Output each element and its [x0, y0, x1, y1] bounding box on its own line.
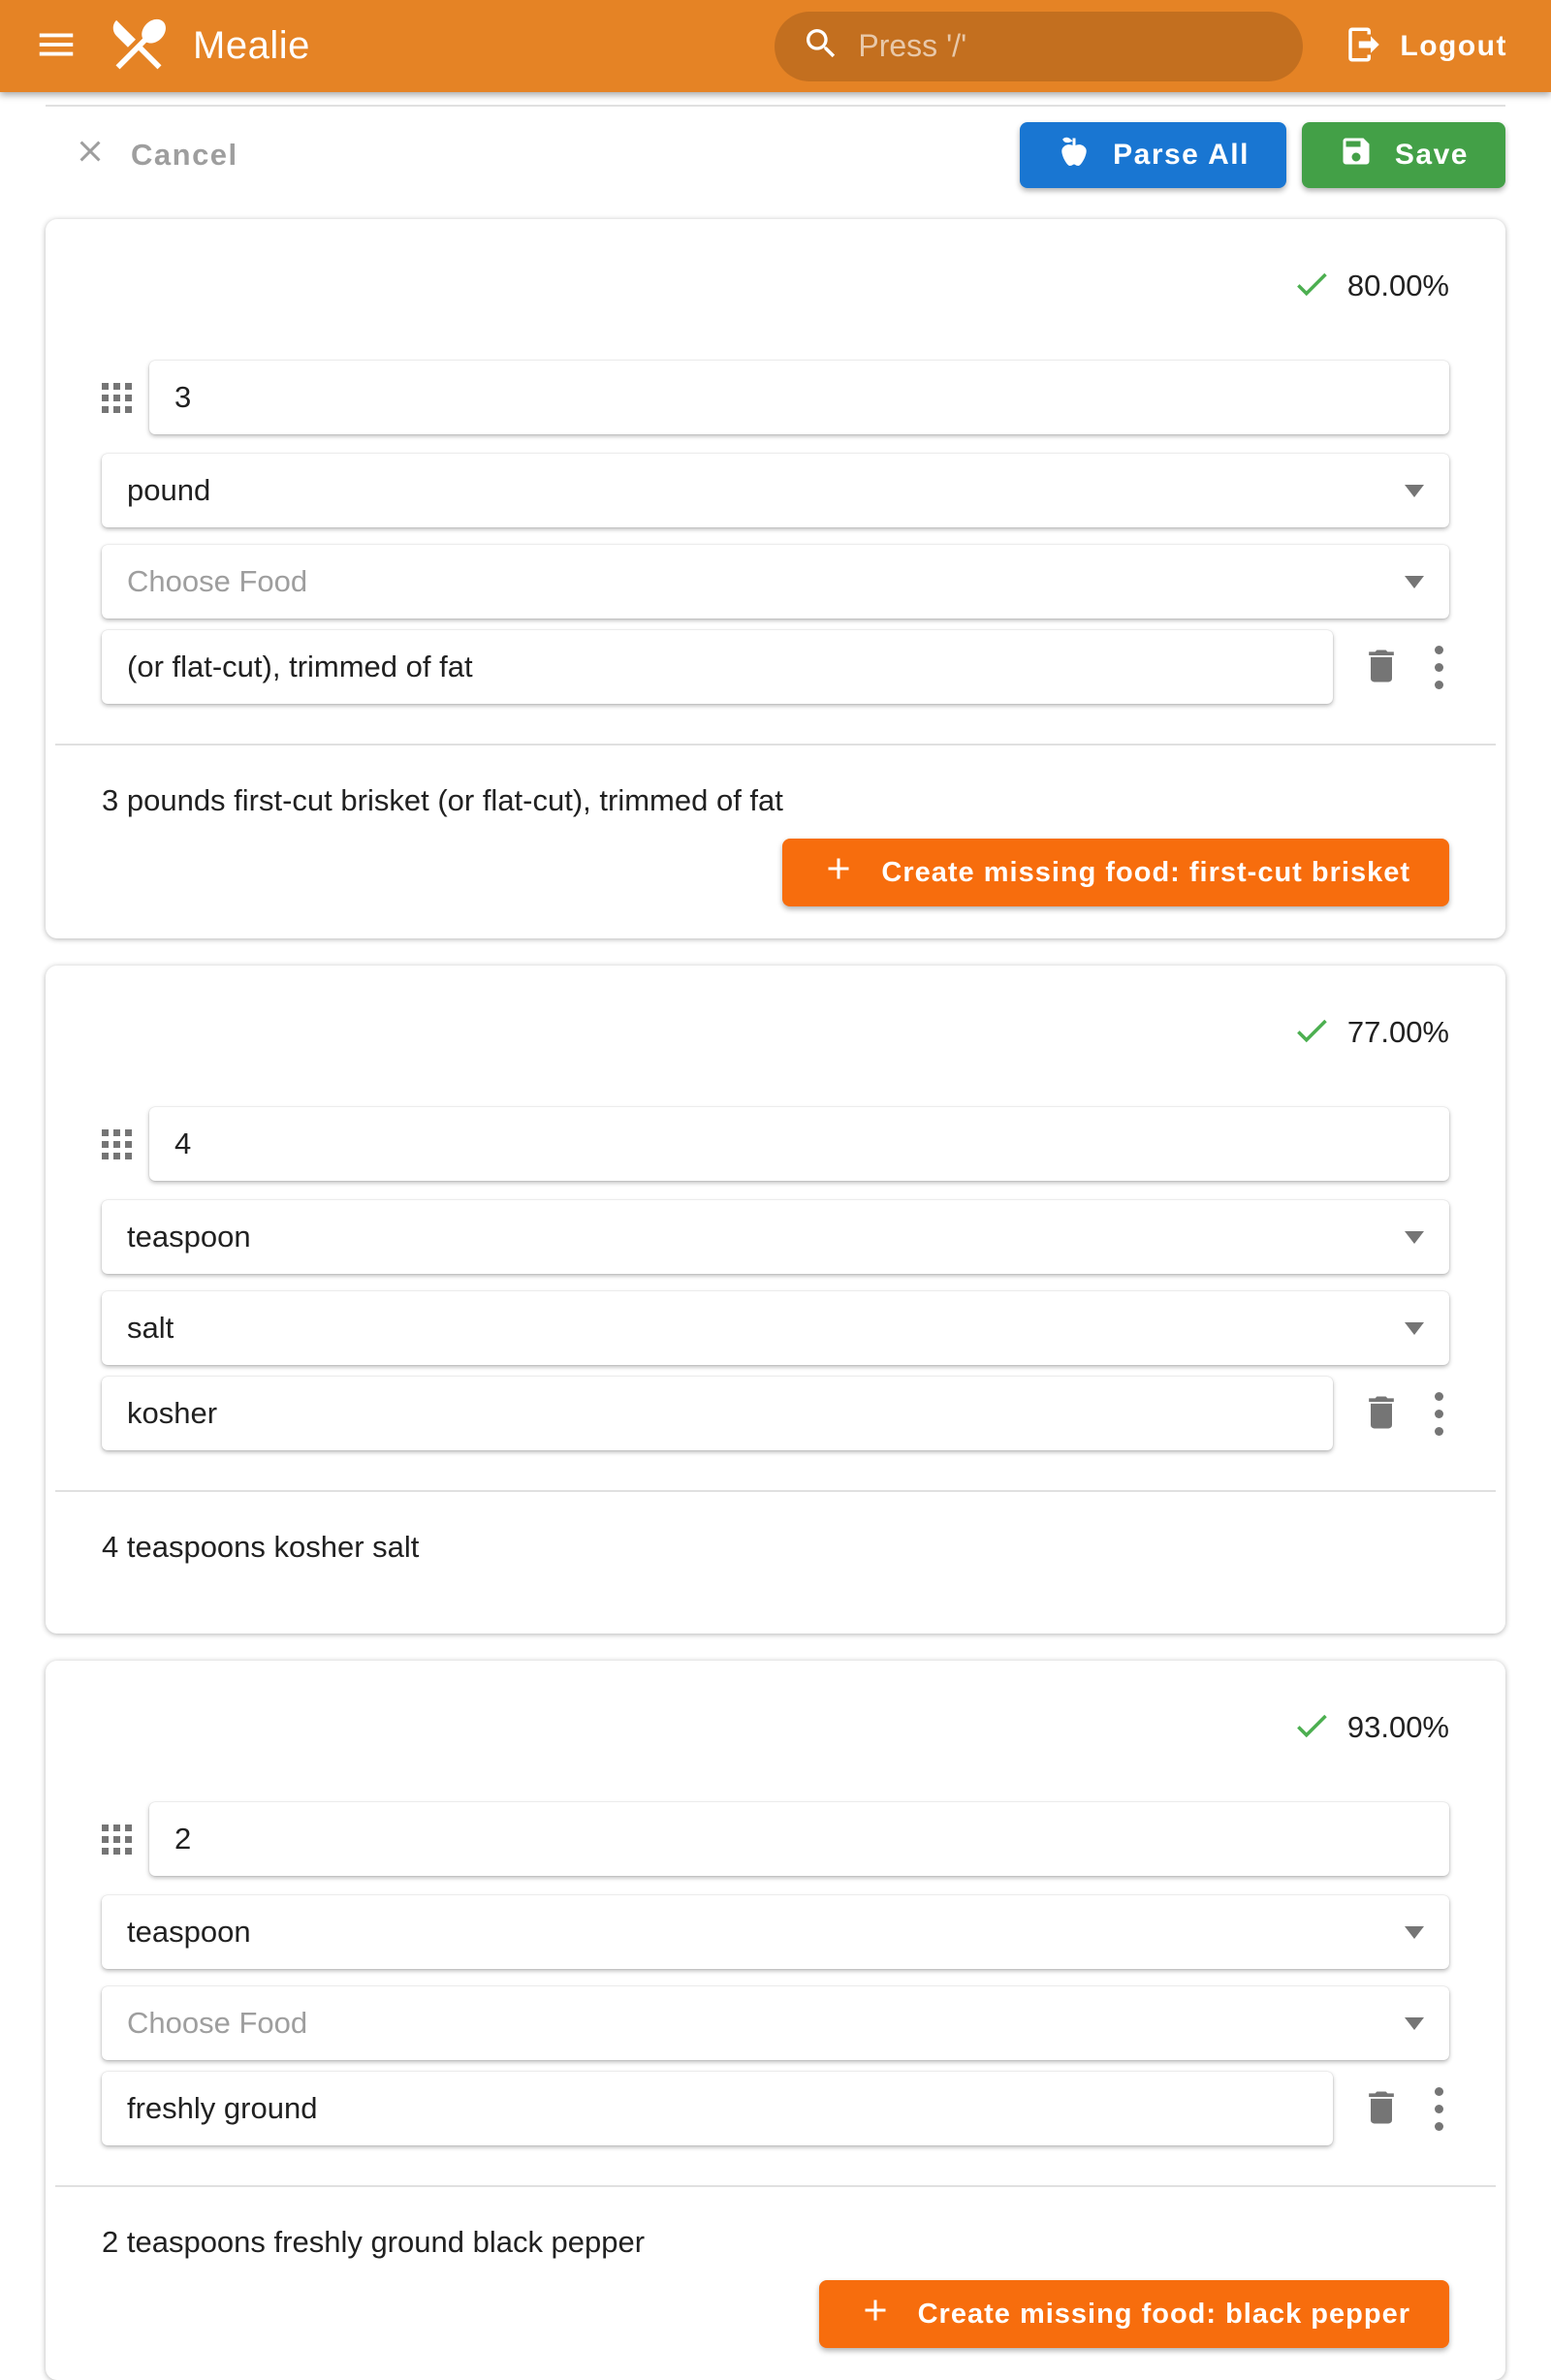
- plus-icon: [858, 2293, 893, 2335]
- unit-value: teaspoon: [127, 1915, 251, 1949]
- parse-all-label: Parse All: [1113, 139, 1250, 171]
- search-input[interactable]: [775, 12, 1303, 81]
- note-input[interactable]: [127, 1396, 1308, 1431]
- note-input[interactable]: [127, 2091, 1308, 2126]
- create-food-row: [102, 2280, 1449, 2348]
- drag-handle-icon[interactable]: [102, 1129, 132, 1159]
- food-value: salt: [127, 1311, 174, 1345]
- delete-ingredient-button[interactable]: [1360, 1391, 1403, 1437]
- quantity-input[interactable]: [174, 1822, 1424, 1856]
- note-input[interactable]: [127, 650, 1308, 684]
- trash-icon: [1360, 645, 1403, 690]
- card-divider: [55, 2185, 1496, 2187]
- parse-all-button[interactable]: [1020, 122, 1286, 188]
- quantity-row: [102, 1802, 1449, 1876]
- food-placeholder: Choose Food: [127, 2006, 308, 2040]
- trash-icon: [1360, 2086, 1403, 2132]
- original-ingredient-text: 2 teaspoons freshly ground black pepper: [102, 2225, 646, 2259]
- quantity-field: [149, 361, 1449, 434]
- confidence-row: [102, 1709, 1449, 1746]
- food-placeholder: Choose Food: [127, 564, 308, 598]
- food-select[interactable]: [102, 1291, 1449, 1365]
- note-field: [102, 1377, 1333, 1450]
- check-icon: [1291, 1010, 1332, 1056]
- save-label: Save: [1394, 139, 1469, 171]
- silverware-icon: [106, 11, 172, 81]
- logout-label: Logout: [1400, 29, 1507, 62]
- create-missing-food-button[interactable]: [782, 839, 1449, 906]
- ingredient-card: [46, 966, 1505, 1634]
- original-ingredient-text: 4 teaspoons kosher salt: [102, 1530, 420, 1564]
- note-field: [102, 630, 1333, 704]
- app-bar: [0, 0, 1551, 92]
- unit-select[interactable]: [102, 1895, 1449, 1969]
- check-icon: [1291, 1705, 1332, 1751]
- unit-select[interactable]: [102, 454, 1449, 527]
- note-field: [102, 2072, 1333, 2145]
- drag-handle-icon[interactable]: [102, 383, 132, 413]
- unit-value: pound: [127, 473, 211, 507]
- ingredient-card: [46, 1661, 1505, 2380]
- logout-icon: [1344, 24, 1384, 68]
- create-missing-food-button[interactable]: [819, 2280, 1449, 2348]
- app-title: Mealie: [193, 24, 310, 67]
- more-options-button[interactable]: [1435, 646, 1443, 689]
- confidence-row: [102, 1014, 1449, 1051]
- quantity-input[interactable]: [174, 1127, 1424, 1161]
- check-icon: [1291, 264, 1332, 309]
- quantity-row: [102, 361, 1449, 434]
- search-icon: [802, 24, 840, 68]
- more-options-button[interactable]: [1435, 1392, 1443, 1436]
- confidence-value: 80.00%: [1346, 269, 1449, 302]
- confidence-value: 93.00%: [1346, 1710, 1449, 1744]
- chevron-down-icon: [1405, 1231, 1424, 1244]
- save-icon: [1339, 134, 1374, 176]
- create-missing-food-label: Create missing food: black pepper: [917, 2298, 1410, 2330]
- drag-handle-icon[interactable]: [102, 1825, 132, 1855]
- delete-ingredient-button[interactable]: [1360, 645, 1403, 690]
- note-row: [102, 1377, 1449, 1450]
- cancel-button[interactable]: [73, 134, 238, 176]
- food-select[interactable]: [102, 545, 1449, 619]
- unit-select[interactable]: [102, 1200, 1449, 1274]
- create-food-row: [102, 839, 1449, 906]
- menu-icon: [34, 22, 79, 70]
- create-missing-food-label: Create missing food: first-cut brisket: [881, 856, 1410, 888]
- chevron-down-icon: [1405, 1322, 1424, 1335]
- card-divider: [55, 1490, 1496, 1492]
- note-row: [102, 2072, 1449, 2145]
- quantity-input[interactable]: [174, 380, 1424, 415]
- quantity-field: [149, 1802, 1449, 1876]
- card-divider: [55, 744, 1496, 746]
- note-row: [102, 630, 1449, 704]
- logout-button[interactable]: [1344, 24, 1507, 68]
- confidence-value: 77.00%: [1346, 1015, 1449, 1049]
- chevron-down-icon: [1405, 576, 1424, 588]
- search-placeholder: Press '/': [858, 28, 967, 63]
- menu-button[interactable]: [34, 22, 79, 70]
- food-select[interactable]: [102, 1986, 1449, 2060]
- cancel-label: Cancel: [131, 138, 238, 172]
- save-button[interactable]: [1302, 122, 1505, 188]
- unit-value: teaspoon: [127, 1220, 251, 1253]
- chevron-down-icon: [1405, 1926, 1424, 1939]
- plus-icon: [821, 851, 856, 894]
- ingredient-card: [46, 219, 1505, 938]
- quantity-row: [102, 1107, 1449, 1181]
- confidence-row: [102, 268, 1449, 304]
- more-options-button[interactable]: [1435, 2087, 1443, 2131]
- trash-icon: [1360, 1391, 1403, 1437]
- ingredient-parser-page: [0, 105, 1551, 2380]
- original-ingredient-text: 3 pounds first-cut brisket (or flat-cut), trimmed of fat: [102, 783, 783, 817]
- chevron-down-icon: [1405, 2017, 1424, 2030]
- top-divider: [46, 105, 1505, 107]
- apple-icon: [1057, 134, 1092, 176]
- parser-toolbar: [46, 122, 1505, 188]
- chevron-down-icon: [1405, 485, 1424, 497]
- quantity-field: [149, 1107, 1449, 1181]
- close-icon: [73, 134, 108, 176]
- delete-ingredient-button[interactable]: [1360, 2086, 1403, 2132]
